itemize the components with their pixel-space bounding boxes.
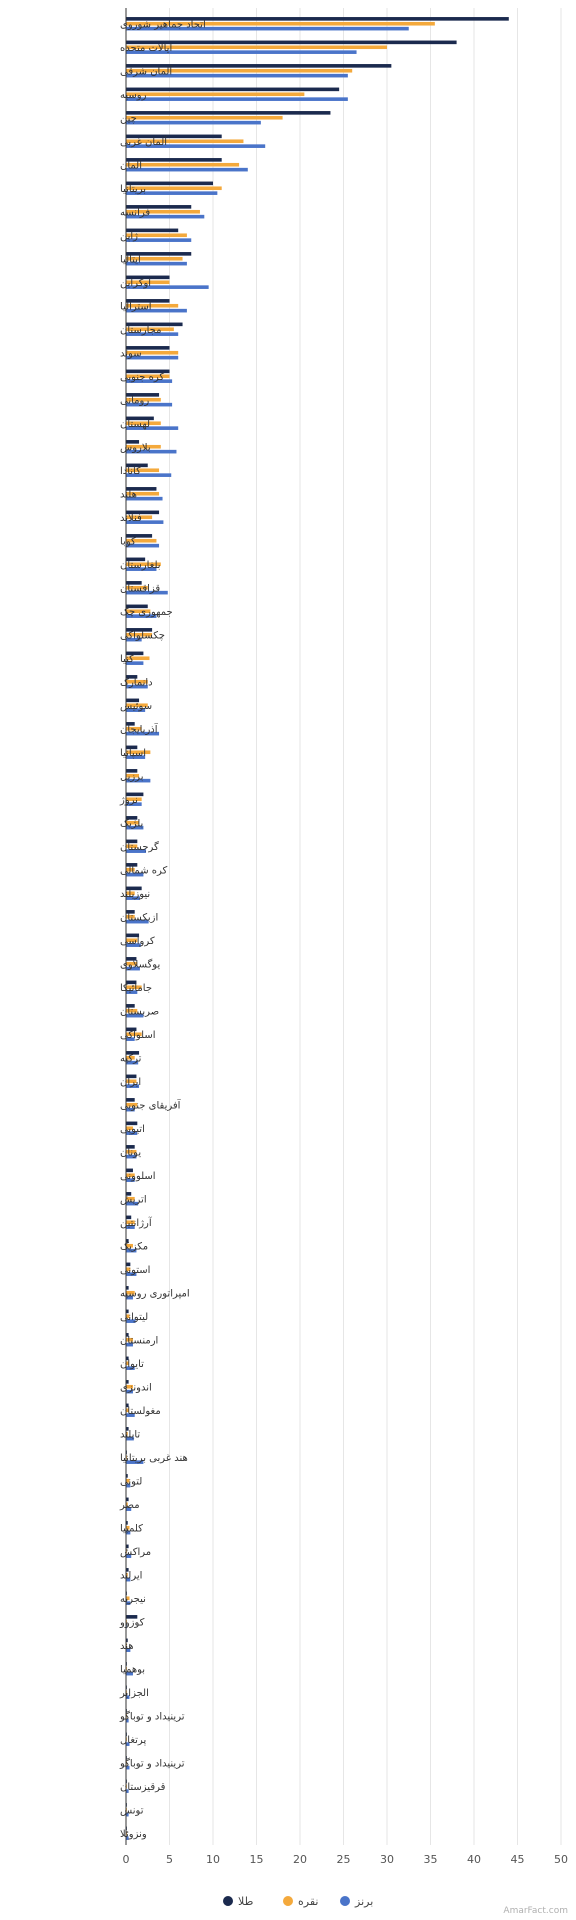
category-label: نیوزیلند [120, 888, 151, 900]
x-tick-label: 50 [554, 1853, 568, 1866]
x-tick-label: 5 [166, 1853, 173, 1866]
category-label: چکسلواکی [120, 630, 165, 642]
category-label: مجارستان [120, 324, 162, 336]
legend-label[interactable]: برنز [355, 1895, 374, 1908]
category-label: گرجستان [120, 841, 159, 853]
category-label: ژاپن [120, 230, 139, 242]
category-label: ترینیداد و توباگو [120, 1758, 185, 1770]
category-label: الجزایر [120, 1687, 149, 1699]
category-label: سوئیس [120, 700, 153, 712]
bar-gold[interactable] [126, 111, 330, 115]
bar-bronze[interactable] [126, 97, 348, 101]
category-label: آلمان [120, 160, 142, 172]
x-tick-label: 40 [467, 1853, 481, 1866]
category-label: چین [120, 113, 137, 125]
legend-marker [283, 1896, 293, 1906]
category-label: فنلاند [120, 512, 142, 524]
category-label: آذربایجان [120, 724, 158, 736]
category-label: ایرلند [120, 1570, 143, 1582]
grid-lines [170, 8, 562, 1845]
x-tick-label: 35 [423, 1853, 438, 1866]
bar-bronze[interactable] [126, 168, 248, 172]
category-label: بوهمیا [120, 1664, 146, 1676]
category-label: برزیل [120, 771, 144, 783]
category-label: کانادا [120, 465, 141, 477]
x-tick-label: 25 [336, 1853, 351, 1866]
category-label: ایالات متحده [120, 42, 173, 54]
category-label: مکزیک [120, 1241, 149, 1253]
category-labels [119, 19, 206, 1840]
x-tick-label: 45 [510, 1853, 525, 1866]
category-label: بلژیک [120, 818, 144, 830]
x-tick-label: 0 [122, 1853, 130, 1866]
category-label: نروژ [120, 794, 138, 806]
category-label: اسلواکی [120, 1029, 156, 1041]
category-label: تایلند [120, 1429, 141, 1441]
legend-label[interactable]: نقره [298, 1895, 319, 1908]
category-label: کره شمالی [120, 865, 168, 877]
legend-marker [223, 1896, 233, 1906]
category-label: بلاروس [120, 442, 151, 454]
legend-marker [340, 1896, 350, 1906]
category-label: بلغارستان [120, 559, 161, 571]
bars [126, 17, 509, 1840]
category-label: فرانسه [120, 207, 151, 219]
category-label: ایران [120, 1076, 142, 1088]
category-label: ونزوئلا [120, 1828, 147, 1840]
category-label: مغولستان [120, 1405, 161, 1417]
category-label: آلمان شرقی [120, 66, 173, 78]
category-label: جامائیکا [120, 982, 153, 994]
category-label: یونان [120, 1147, 142, 1159]
category-label: ازبکستان [120, 912, 159, 924]
category-label: ترکیه [120, 1053, 142, 1065]
bar-silver[interactable] [126, 163, 239, 167]
x-tick-label: 20 [293, 1853, 307, 1866]
category-label: کوزوو [120, 1617, 145, 1629]
category-label: اتیوپی [120, 1123, 145, 1135]
category-label: ایتالیا [120, 254, 141, 266]
category-label: اسلوونی [120, 1170, 156, 1182]
x-axis-ticks [123, 1853, 569, 1866]
category-label: پرتغال [120, 1734, 147, 1746]
category-label: بریتانیا [120, 183, 146, 195]
bar-silver[interactable] [126, 116, 283, 120]
category-label: لیتوانی [120, 1311, 149, 1323]
bar-bronze[interactable] [126, 121, 261, 125]
source-credit[interactable]: AmarFact.com [503, 1906, 568, 1916]
category-label: اتحاد جماهیر شوروی [120, 19, 206, 31]
category-label: آرژانتین [120, 1217, 152, 1229]
category-label: یوگسلاوی [120, 959, 161, 971]
category-label: تایوان [120, 1358, 144, 1370]
category-label: لتونی [120, 1476, 143, 1488]
category-label: لهستان [120, 418, 150, 430]
category-label: قزاقستان [120, 583, 161, 595]
category-label: کره جنوبی [120, 371, 165, 383]
category-label: امپراتوری روسیه [120, 1288, 190, 1300]
category-label: سوئد [120, 348, 142, 360]
category-label: ارمنستان [120, 1335, 159, 1347]
category-label: جمهوری چک [120, 606, 173, 618]
category-label: روسیه [120, 89, 147, 101]
category-label: استونی [120, 1264, 151, 1276]
x-tick-label: 30 [380, 1853, 394, 1866]
category-label: تونس [120, 1805, 144, 1817]
legend[interactable] [223, 1895, 373, 1908]
category-label: اسپانیا [120, 747, 147, 759]
category-label: دانمارک [120, 677, 153, 689]
category-label: هند [120, 1640, 134, 1652]
x-tick-label: 15 [249, 1853, 264, 1866]
bar-silver[interactable] [126, 92, 304, 96]
category-label: رومانی [120, 395, 150, 407]
category-label: قرقیزستان [120, 1781, 166, 1793]
category-label: ترینیداد و توباگو [120, 1711, 185, 1723]
bar-gold[interactable] [126, 41, 457, 45]
category-label: اوکراین [120, 277, 152, 289]
category-label: هلند [120, 489, 137, 501]
category-label: نیجریه [120, 1593, 146, 1605]
bar-gold[interactable] [126, 88, 339, 92]
category-label: اندونزی [120, 1382, 152, 1394]
category-label: کلمبیا [120, 1523, 143, 1535]
category-label: صربستان [120, 1006, 160, 1018]
category-label: کرواسی [120, 935, 155, 947]
category-label: کوبا [120, 536, 136, 548]
category-label: استرالیا [120, 301, 152, 313]
x-tick-label: 10 [206, 1853, 220, 1866]
category-label: آفریقای جنوبی [120, 1100, 181, 1112]
category-label: اتریش [120, 1194, 147, 1206]
category-label: مصر [120, 1499, 140, 1511]
legend-label[interactable]: طلا [238, 1895, 254, 1908]
category-label: آلمان غربی [120, 136, 168, 148]
category-label: هند غربی بریتانیا [120, 1452, 188, 1464]
category-label: مراکش [120, 1546, 152, 1558]
category-label: کنیا [120, 653, 134, 665]
